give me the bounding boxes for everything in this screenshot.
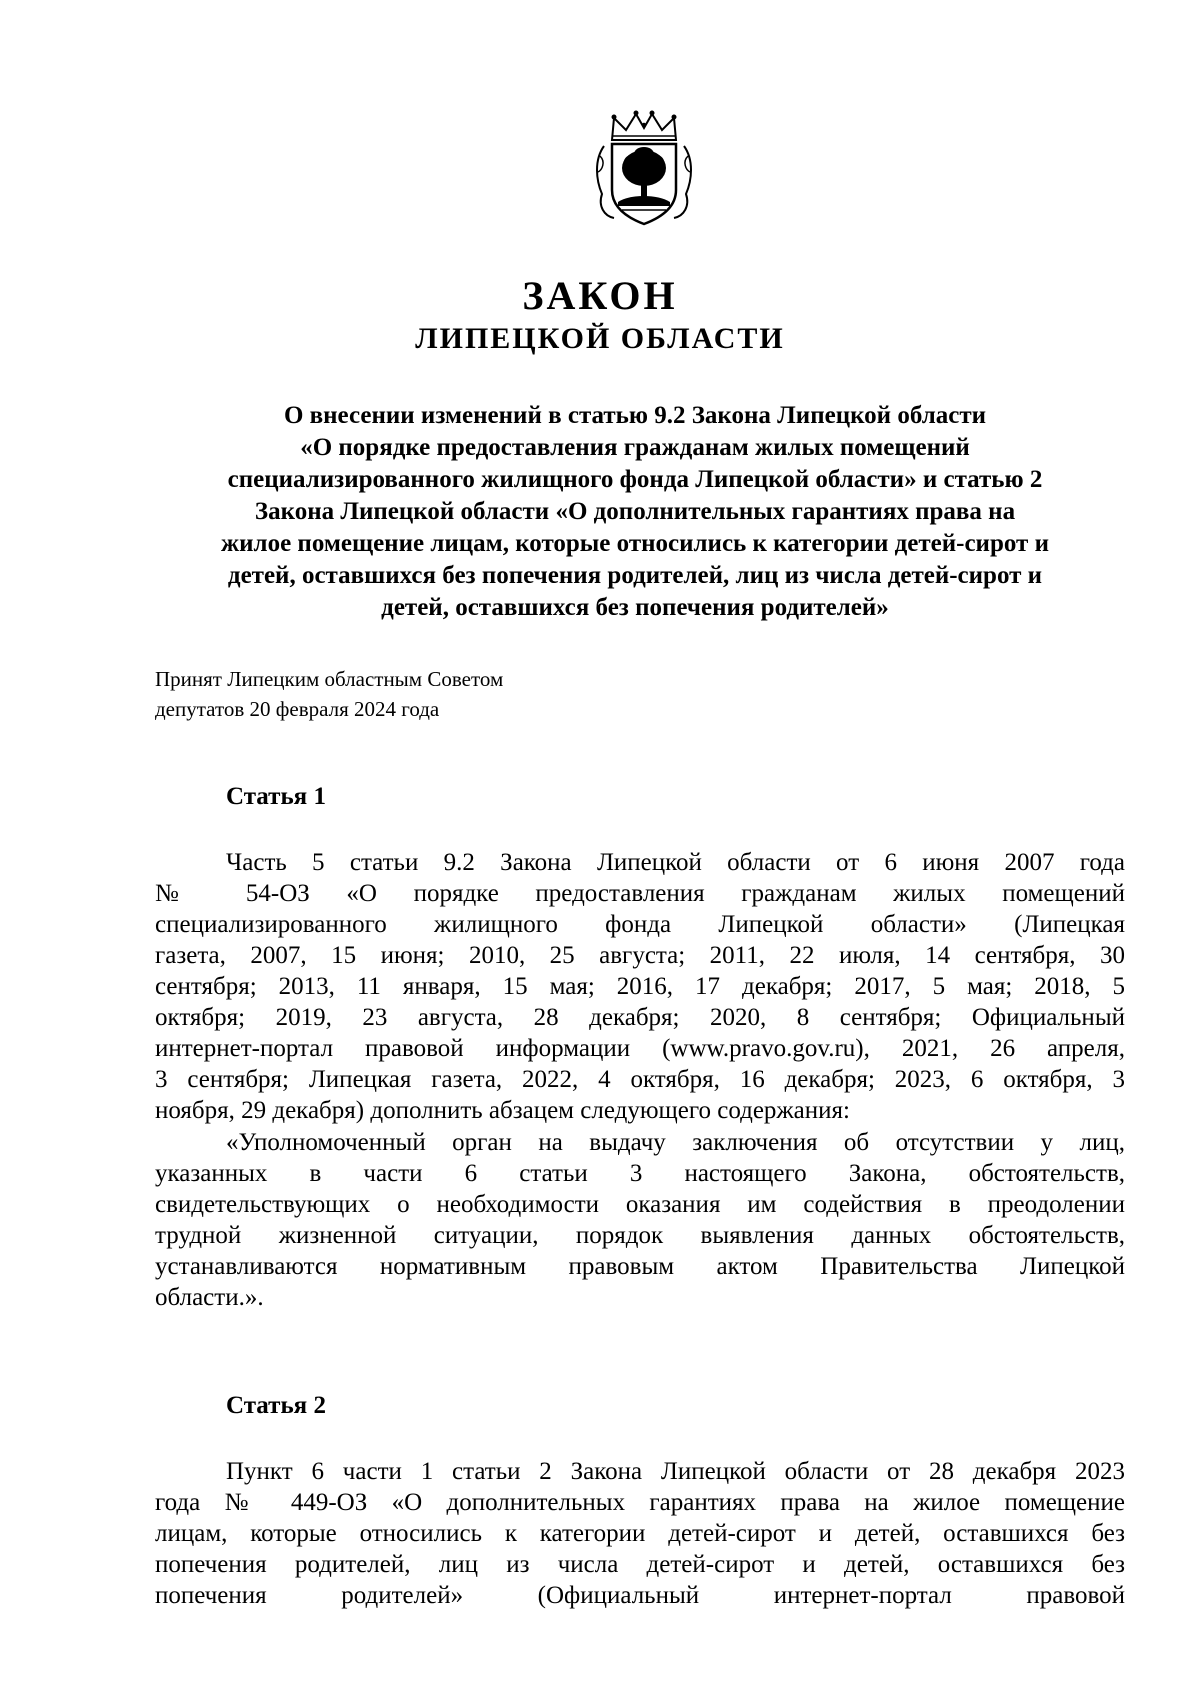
- law-subject-line: детей, оставшихся без попечения родителей»: [381, 594, 889, 621]
- document-title: ЗАКОН: [522, 273, 678, 318]
- article-1-heading: Статья 1: [226, 783, 326, 810]
- law-subject: [150, 400, 1120, 624]
- document-subtitle: ЛИПЕЦКОЙ ОБЛАСТИ: [415, 322, 785, 355]
- article-1-paragraph-2: [155, 1127, 1125, 1313]
- paragraph-line: года № 449-ОЗ «О дополнительных гарантиях права на жилое помещение: [155, 1489, 1125, 1516]
- paragraph-line: газета, 2007, 15 июня; 2010, 25 августа; 2011, 22 июля, 14 сентября, 30: [155, 942, 1125, 969]
- paragraph-line: попечения родителей» (Официальный интернет-портал правовой: [155, 1582, 1125, 1609]
- paragraph-line: попечения родителей, лиц из числа детей-сирот и детей, оставшихся без: [155, 1551, 1125, 1578]
- coat-of-arms-icon: [590, 110, 698, 228]
- paragraph-line: Пункт 6 части 1 статьи 2 Закона Липецкой области от 28 декабря 2023: [226, 1458, 1125, 1485]
- paragraph-line: № 54-ОЗ «О порядке предоставления гражданам жилых помещений: [155, 880, 1125, 907]
- paragraph-line: сентября; 2013, 11 января, 15 мая; 2016, 17 декабря; 2017, 5 мая; 2018, 5: [155, 973, 1125, 1000]
- paragraph-line: указанных в части 6 статьи 3 настоящего Закона, обстоятельств,: [155, 1160, 1125, 1187]
- law-subject-line: О внесении изменений в статью 9.2 Закона Липецкой области: [283, 402, 987, 429]
- article-2-heading: Статья 2: [226, 1392, 326, 1419]
- paragraph-line: свидетельствующих о необходимости оказания им содействия в преодолении: [155, 1191, 1125, 1218]
- paragraph-line: трудной жизненной ситуации, порядок выявления данных обстоятельств,: [155, 1222, 1125, 1249]
- coat-of-arms-graphic: [590, 110, 698, 228]
- paragraph-line: ноября, 29 декабря) дополнить абзацем следующего содержания:: [155, 1097, 850, 1124]
- paragraph-line: интернет-портал правовой информации (www.pravo.gov.ru), 2021, 26 апреля,: [155, 1035, 1125, 1062]
- paragraph-line: 3 сентября; Липецкая газета, 2022, 4 октября, 16 декабря; 2023, 6 октября, 3: [155, 1066, 1125, 1093]
- law-subject-line: специализированного жилищного фонда Липецкой области» и статью 2: [227, 466, 1043, 493]
- paragraph-line: области.».: [155, 1284, 264, 1311]
- adoption-note: [155, 664, 503, 724]
- paragraph-line: лицам, которые относились к категории детей-сирот и детей, оставшихся без: [155, 1520, 1125, 1547]
- law-subject-line: жилое помещение лицам, которые относились к категории детей-сирот и: [221, 530, 1049, 557]
- paragraph-line: «Уполномоченный орган на выдачу заключения об отсутствии у лиц,: [226, 1129, 1125, 1156]
- law-subject-line: «О порядке предоставления гражданам жилых помещений: [300, 434, 970, 461]
- law-subject-line: Закона Липецкой области «О дополнительных гарантиях права на: [254, 498, 1016, 525]
- law-subject-line: детей, оставшихся без попечения родителей, лиц из числа детей-сирот и: [227, 562, 1043, 589]
- article-2-paragraph-1: [155, 1456, 1125, 1611]
- paragraph-line: устанавливаются нормативным правовым актом Правительства Липецкой: [155, 1253, 1125, 1280]
- adoption-line: Принят Липецким областным Советом: [155, 667, 504, 691]
- paragraph-line: Часть 5 статьи 9.2 Закона Липецкой области от 6 июня 2007 года: [226, 849, 1125, 876]
- adoption-line: депутатов 20 февраля 2024 года: [155, 697, 440, 721]
- article-1-paragraph-1: [155, 847, 1125, 1126]
- paragraph-line: специализированного жилищного фонда Липецкой области» (Липецкая: [155, 911, 1125, 938]
- paragraph-line: октября; 2019, 23 августа, 28 декабря; 2020, 8 сентября; Официальный: [155, 1004, 1125, 1031]
